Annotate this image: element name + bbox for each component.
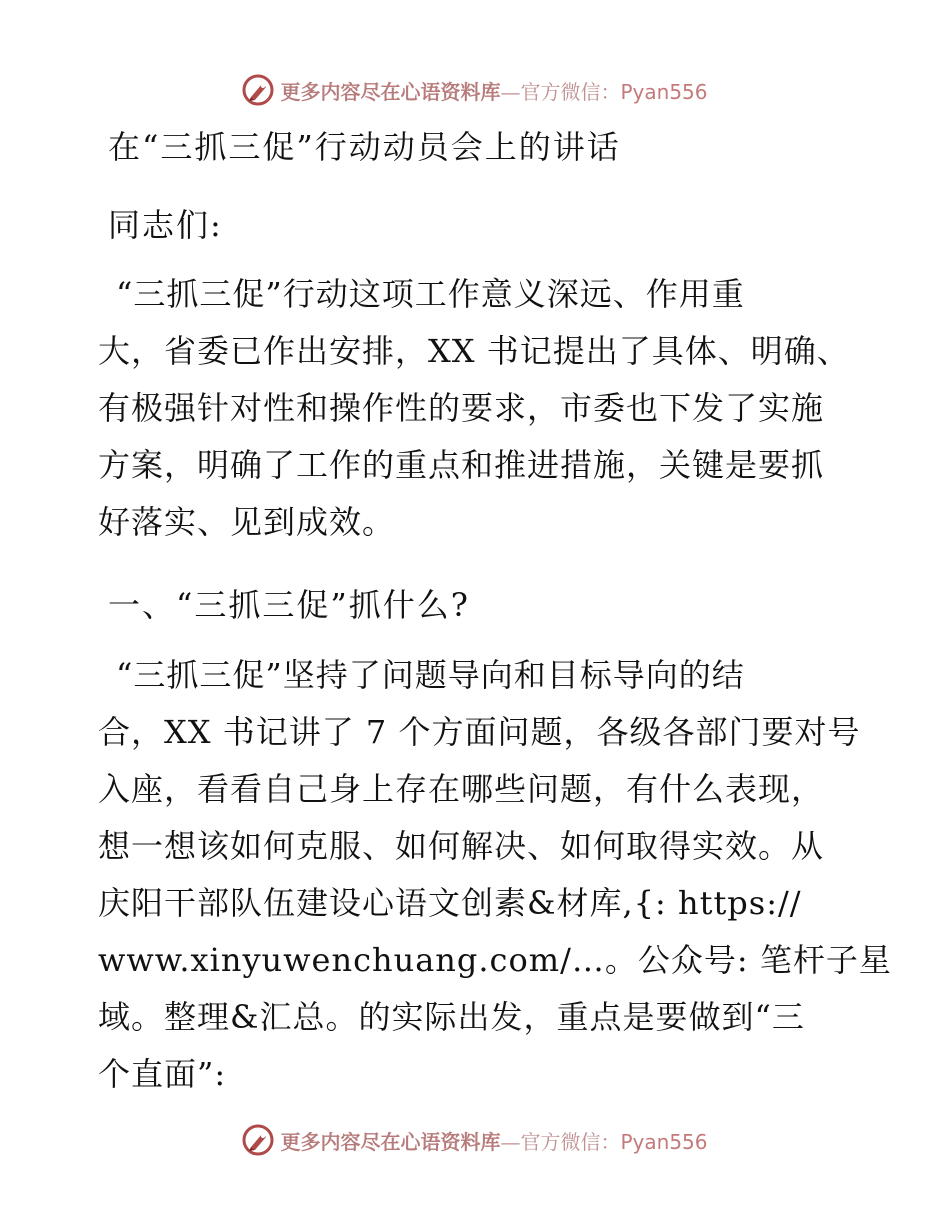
paragraph-1 — [98, 266, 850, 551]
paragraph-line: 合，XX 书记讲了 7 个方面问题，各级各部门要对号 — [98, 713, 861, 751]
watermark-text: 更多内容尽在心语资料库—官方微信：Pyan556 — [280, 1129, 708, 1154]
watermark-top — [0, 70, 950, 110]
paragraph-line: 有极强针对性和操作性的要求，市委也下发了实施 — [98, 389, 825, 427]
greeting: 同志们: — [108, 206, 223, 244]
paragraph-line: 方案，明确了工作的重点和推进措施，关键是要抓 — [98, 446, 825, 484]
paragraph-line: 个直面”: — [98, 1055, 227, 1093]
paragraph-line: 庆阳干部队伍建设心语文创素&材库,{: https:// — [98, 884, 802, 922]
watermark-bottom — [0, 1120, 950, 1160]
pen-logo-icon — [242, 74, 274, 106]
paragraph-line: 想一想该如何克服、如何解决、如何取得实效。从 — [98, 827, 825, 865]
paragraph-line: 域。整理&汇总。的实际出发，重点是要做到“三 — [98, 998, 805, 1036]
paragraph-2 — [98, 647, 892, 1103]
document-title: 在“三抓三促”行动动员会上的讲话 — [108, 128, 621, 166]
section-heading-1: 一、“三抓三促”抓什么? — [108, 586, 470, 624]
paragraph-line: 大，省委已作出安排，XX 书记提出了具体、明确、 — [98, 332, 850, 370]
paragraph-line: www.xinyuwenchuang.com/…。公众号: 笔杆子星 — [98, 941, 892, 979]
paragraph-line: 入座，看看自己身上存在哪些问题，有什么表现， — [98, 770, 825, 808]
paragraph-line: “三抓三促”行动这项工作意义深远、作用重 — [116, 275, 745, 313]
pen-logo-icon — [242, 1124, 274, 1156]
paragraph-line: “三抓三促”坚持了问题导向和目标导向的结 — [116, 656, 745, 694]
watermark-text: 更多内容尽在心语资料库—官方微信：Pyan556 — [280, 79, 708, 104]
paragraph-line: 好落实、见到成效。 — [98, 503, 396, 541]
